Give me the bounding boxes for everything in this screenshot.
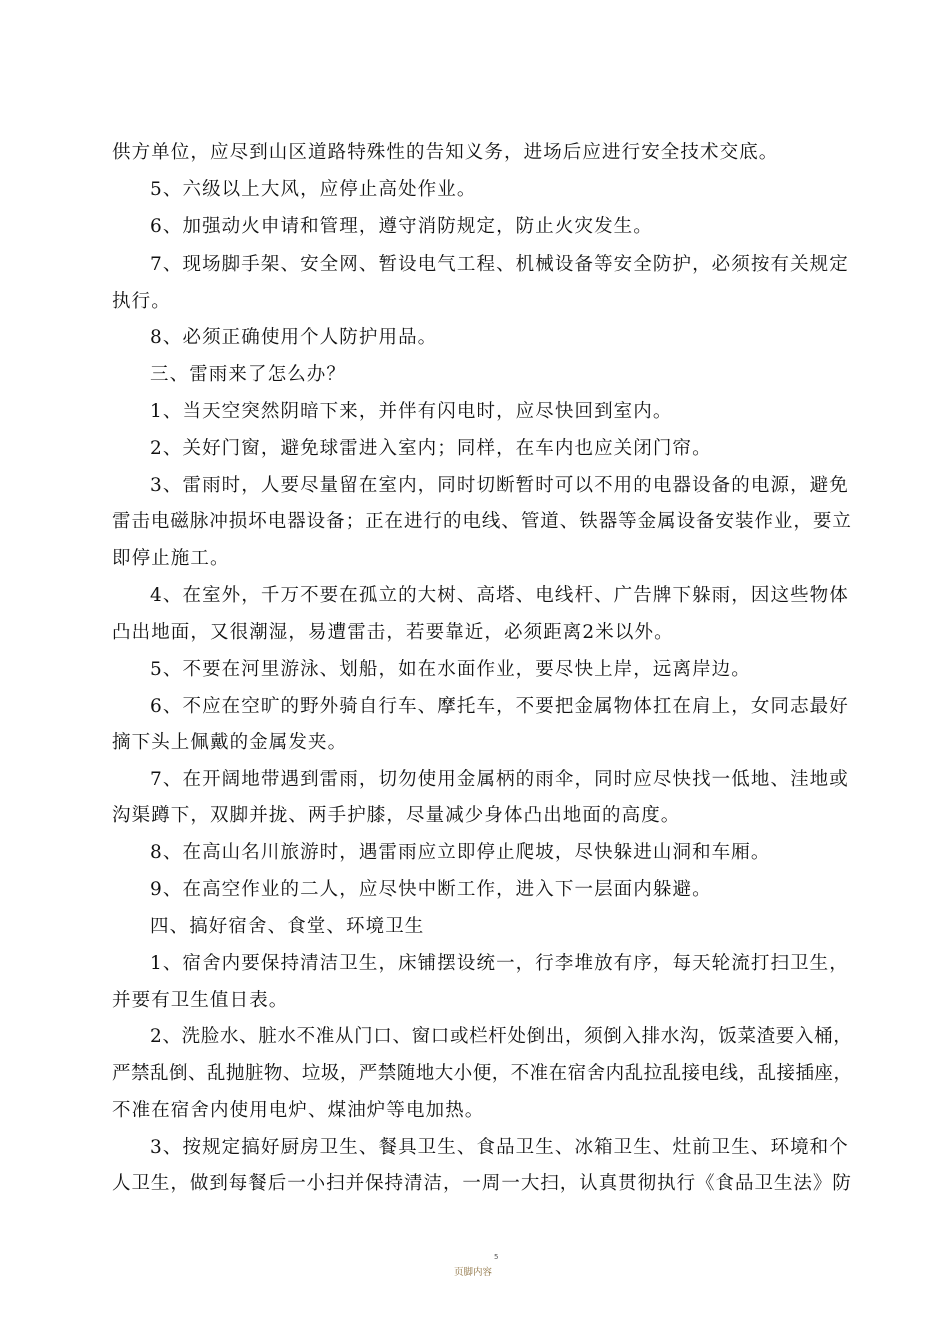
body-line: 7、现场脚手架、安全网、暂设电气工程、机械设备等安全防护，必须按有关规定: [150, 254, 849, 275]
body-line: 6、不应在空旷的野外骑自行车、摩托车，不要把金属物体扛在肩上，女同志最好: [150, 696, 849, 717]
body-line: 5、六级以上大风，应停止高处作业。: [150, 179, 477, 200]
body-line: 摘下头上佩戴的金属发夹。: [112, 732, 348, 753]
page-number: 5: [494, 1253, 499, 1261]
body-line: 执行。: [112, 291, 171, 312]
body-line: 6、加强动火申请和管理，遵守消防规定，防止火灾发生。: [150, 216, 653, 237]
body-line: 7、在开阔地带遇到雷雨，切勿使用金属柄的雨伞，同时应尽快找一低地、洼地或: [150, 769, 849, 790]
body-line: 8、在高山名川旅游时，遇雷雨应立即停止爬坡，尽快躲进山洞和车厢。: [150, 842, 771, 863]
body-line: 9、在高空作业的二人，应尽快中断工作，进入下一层面内躲避。: [150, 879, 712, 900]
body-line: 凸出地面，又很潮湿，易遭雷击，若要靠近，必须距离2米以外。: [112, 622, 674, 643]
section-heading: 四、搞好宿舍、食堂、环境卫生: [150, 916, 425, 937]
body-line: 即停止施工。: [112, 548, 230, 569]
page-footer: 页脚内容: [454, 1267, 493, 1278]
body-line: 2、关好门窗，避免球雷进入室内；同样，在车内也应关闭门帘。: [150, 438, 712, 459]
section-heading: 三、雷雨来了怎么办？: [150, 364, 347, 385]
body-line: 5、不要在河里游泳、划船，如在水面作业，要尽快上岸，远离岸边。: [150, 659, 751, 680]
body-line: 8、必须正确使用个人防护用品。: [150, 327, 438, 348]
body-line: 2、洗脸水、脏水不准从门口、窗口或栏杆处倒出，须倒入排水沟，饭菜渣要入桶，: [150, 1026, 853, 1047]
body-line: 人卫生，做到每餐后一小扫并保持清洁，一周一大扫，认真贯彻执行《食品卫生法》防: [112, 1173, 852, 1194]
body-line: 不准在宿舍内使用电炉、煤油炉等电加热。: [112, 1100, 485, 1121]
body-line: 3、雷雨时，人要尽量留在室内，同时切断暂时可以不用的电器设备的电源，避免: [150, 475, 849, 496]
body-line: 供方单位，应尽到山区道路特殊性的告知义务，进场后应进行安全技术交底。: [112, 142, 779, 163]
body-line: 并要有卫生值日表。: [112, 990, 289, 1011]
body-line: 严禁乱倒、乱抛脏物、垃圾，严禁随地大小便，不准在宿舍内乱拉乱接电线，乱接插座，: [112, 1063, 853, 1084]
body-line: 雷击电磁脉冲损坏电器设备；正在进行的电线、管道、铁器等金属设备安装作业，要立: [112, 511, 852, 532]
body-line: 沟渠蹲下，双脚并拢、两手护膝，尽量减少身体凸出地面的高度。: [112, 805, 681, 826]
body-line: 3、按规定搞好厨房卫生、餐具卫生、食品卫生、冰箱卫生、灶前卫生、环境和个: [150, 1137, 849, 1158]
body-line: 1、当天空突然阴暗下来，并伴有闪电时，应尽快回到室内。: [150, 401, 673, 422]
body-line: 1、宿舍内要保持清洁卫生，床铺摆设统一，行李堆放有序，每天轮流打扫卫生，: [150, 953, 849, 974]
body-line: 4、在室外，千万不要在孤立的大树、高塔、电线杆、广告牌下躲雨，因这些物体: [150, 585, 849, 606]
